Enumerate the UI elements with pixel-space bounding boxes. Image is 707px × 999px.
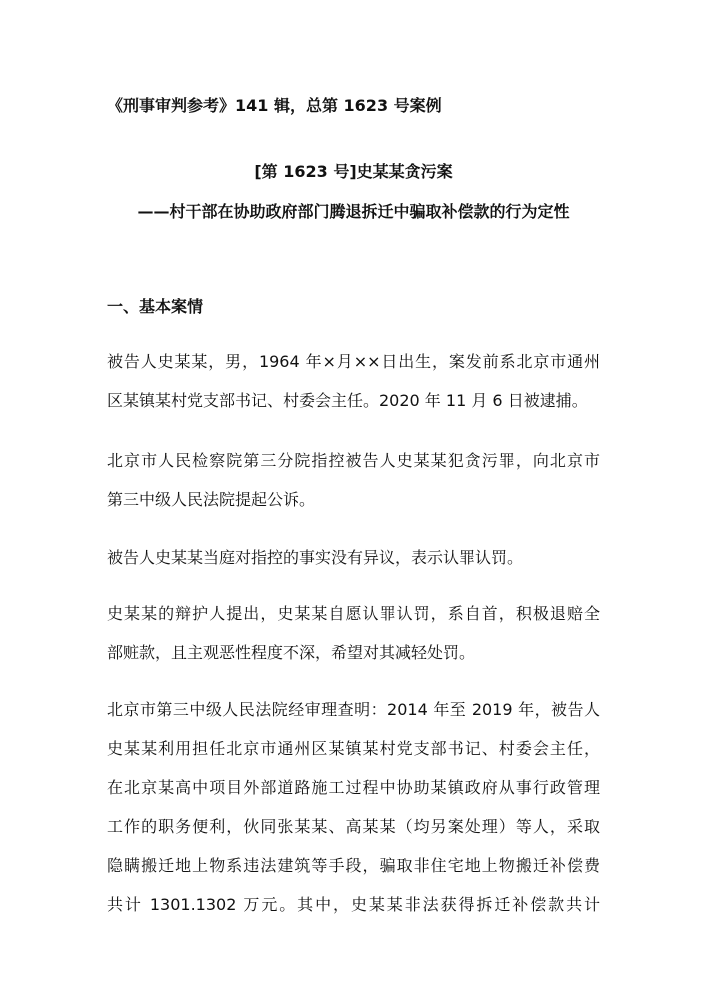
paragraph-defense xyxy=(107,594,600,672)
text-line: 北京市人民检察院第三分院指控被告人史某某犯贪污罪，向北京市 xyxy=(107,451,600,470)
text-line: 史某某利用担任北京市通州区某镇某村党支部书记、村委会主任， xyxy=(107,739,600,758)
text-line: 被告人史某某当庭对指控的事实没有异议，表示认罪认罚。 xyxy=(107,548,524,567)
text-line: 共计 1301.1302 万元。其中，史某某非法获得拆迁补偿款共计 xyxy=(107,895,600,914)
paragraph-court-findings xyxy=(107,690,600,924)
case-title: [第 1623 号]史某某贪污案 xyxy=(254,162,453,181)
text-line: 区某镇某村党支部书记、村委会主任。2020 年 11 月 6 日被逮捕。 xyxy=(107,391,588,410)
section-heading: 一、基本案情 xyxy=(107,297,204,316)
text-line: 隐瞒搬迁地上物系违法建筑等手段，骗取非住宅地上物搬迁补偿费 xyxy=(107,856,600,875)
text-line: 被告人史某某，男，1964 年×月××日出生，案发前系北京市通州 xyxy=(107,352,600,371)
text-line: 部赃款，且主观恶性程度不深，希望对其减轻处罚。 xyxy=(107,643,476,662)
text-line: 北京市第三中级人民法院经审理查明：2014 年至 2019 年，被告人 xyxy=(107,700,600,719)
paragraph-prosecution xyxy=(107,441,600,519)
text-line: 在北京某高中项目外部道路施工过程中协助某镇政府从事行政管理 xyxy=(107,778,600,797)
source-citation: 《刑事审判参考》141 辑，总第 1623 号案例 xyxy=(107,96,442,115)
text-line: 第三中级人民法院提起公诉。 xyxy=(107,490,316,509)
case-subtitle: ——村干部在协助政府部门腾退拆迁中骗取补偿款的行为定性 xyxy=(137,202,570,221)
paragraph-defendant-info xyxy=(107,342,600,420)
paragraph-plea xyxy=(107,538,600,577)
text-line: 工作的职务便利，伙同张某某、高某某（均另案处理）等人，采取 xyxy=(107,817,600,836)
text-line: 史某某的辩护人提出，史某某自愿认罪认罚，系自首，积极退赔全 xyxy=(107,604,600,623)
